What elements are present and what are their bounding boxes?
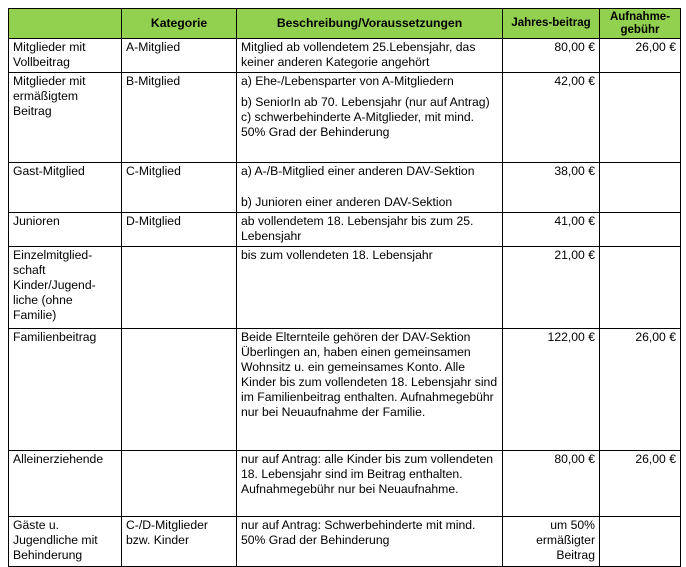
header-row xyxy=(9,9,681,39)
admission-fee: 26,00 € xyxy=(600,451,681,517)
category: A-Mitglied xyxy=(122,39,237,73)
table-row xyxy=(9,39,681,73)
category xyxy=(122,247,237,329)
category xyxy=(122,329,237,451)
description-line: nur auf Antrag: alle Kinder bis zum vollendeten 18. Lebensjahr sind im Beitrag enthalten. Aufnahmegebühr nur bei Neuaufnahme. xyxy=(241,452,494,496)
description-line: b) SeniorIn ab 70. Lebensjahr (nur auf Antrag) xyxy=(241,95,490,109)
member-type: Mitglieder mit ermäßigtem Beitrag xyxy=(9,73,122,163)
description-line: Mitglied ab vollendetem 25.Lebensjahr, das keiner anderen Kategorie angehört xyxy=(241,40,476,69)
annual-fee: 80,00 € xyxy=(503,39,600,73)
description xyxy=(237,73,503,163)
category: D-Mitglied xyxy=(122,213,237,247)
annual-fee: um 50% ermäßigter Beitrag xyxy=(503,517,600,567)
category: B-Mitglied xyxy=(122,73,237,163)
table-row xyxy=(9,517,681,567)
annual-fee: 38,00 € xyxy=(503,163,600,213)
member-type: Junioren xyxy=(9,213,122,247)
category xyxy=(122,451,237,517)
description xyxy=(237,163,503,213)
member-type: Alleinerziehende xyxy=(9,451,122,517)
category: C-/D-Mitglieder bzw. Kinder xyxy=(122,517,237,567)
header-kategorie: Kategorie xyxy=(122,9,237,39)
description-line: a) Ehe-/Lebensparter von A-Mitgliedern xyxy=(241,74,454,88)
member-type: Gast-Mitglied xyxy=(9,163,122,213)
description xyxy=(237,517,503,567)
description xyxy=(237,451,503,517)
header-empty xyxy=(9,9,122,39)
description-line: a) A-/B-Mitglied einer anderen DAV-Sektion xyxy=(241,164,475,178)
description-line: Beide Elternteile gehören der DAV-Sektion Überlingen an, haben einen gemeinsamen Wohnsitz u. ein gemeinsames Konto. Alle Kinder bis zum vollendeten 18. Lebensjahr sind im Familienbeitrag enthalten. Aufnahmegebühr nur bei Neuaufnahme der Familie. xyxy=(241,330,498,419)
member-type: Gäste u. Jugendliche mit Behinderung xyxy=(9,517,122,567)
table-row xyxy=(9,329,681,451)
table-row xyxy=(9,247,681,329)
table-row xyxy=(9,73,681,163)
description xyxy=(237,329,503,451)
description xyxy=(237,39,503,73)
admission-fee xyxy=(600,73,681,163)
member-type: Einzelmitglied-schaft Kinder/Jugend-liche (ohne Familie) xyxy=(9,247,122,329)
admission-fee xyxy=(600,163,681,213)
description-line: bis zum vollendeten 18. Lebensjahr xyxy=(241,248,433,262)
description-line: c) schwerbehinderte A-Mitglieder, mit mind. 50% Grad der Behinderung xyxy=(241,110,475,139)
membership-fee-table xyxy=(8,8,681,567)
category: C-Mitglied xyxy=(122,163,237,213)
annual-fee: 41,00 € xyxy=(503,213,600,247)
annual-fee: 42,00 € xyxy=(503,73,600,163)
description xyxy=(237,213,503,247)
table-row xyxy=(9,213,681,247)
member-type: Mitglieder mit Vollbeitrag xyxy=(9,39,122,73)
header-beschreibung: Beschreibung/Voraussetzungen xyxy=(237,9,503,39)
description xyxy=(237,247,503,329)
member-type: Familienbeitrag xyxy=(9,329,122,451)
description-line: b) Junioren einer anderen DAV-Sektion xyxy=(241,195,453,209)
annual-fee: 80,00 € xyxy=(503,451,600,517)
description-line: ab vollendetem 18. Lebensjahr bis zum 25. Lebensjahr xyxy=(241,214,474,243)
header-jahresbeitrag: Jahres-beitrag xyxy=(503,9,600,39)
admission-fee xyxy=(600,213,681,247)
description-line: nur auf Antrag: Schwerbehinderte mit mind. 50% Grad der Behinderung xyxy=(241,518,476,547)
table-row xyxy=(9,163,681,213)
annual-fee: 21,00 € xyxy=(503,247,600,329)
admission-fee: 26,00 € xyxy=(600,39,681,73)
annual-fee: 122,00 € xyxy=(503,329,600,451)
admission-fee xyxy=(600,247,681,329)
header-aufnahmegebuehr: Aufnahme-gebühr xyxy=(600,9,681,39)
admission-fee: 26,00 € xyxy=(600,329,681,451)
table-row xyxy=(9,451,681,517)
admission-fee xyxy=(600,517,681,567)
